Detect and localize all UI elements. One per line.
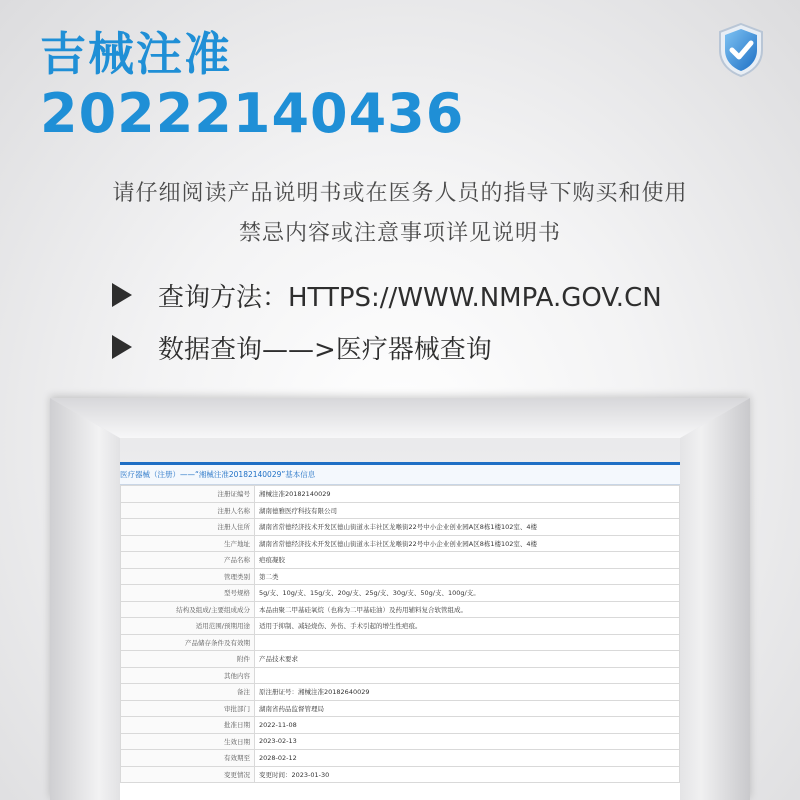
field-value: 2023-02-13 bbox=[255, 733, 680, 750]
field-value: 2022-11-08 bbox=[255, 717, 680, 734]
field-label: 产品储存条件及有效期 bbox=[121, 634, 255, 651]
field-label: 注册证编号 bbox=[121, 486, 255, 503]
field-value: 2028-02-12 bbox=[255, 750, 680, 767]
shield-check-icon bbox=[716, 22, 766, 78]
field-value: 适用于抑制、减轻烧伤、外伤、手术引起的增生性疤痕。 bbox=[255, 618, 680, 635]
registration-label: 吉械注准 bbox=[40, 27, 232, 81]
picture-frame-right bbox=[680, 398, 750, 800]
field-label: 生效日期 bbox=[121, 733, 255, 750]
picture-frame-left bbox=[50, 398, 120, 800]
field-value: 疤痕凝胶 bbox=[255, 552, 680, 569]
table-row bbox=[121, 733, 680, 750]
field-label: 注册人名称 bbox=[121, 502, 255, 519]
field-label: 产品名称 bbox=[121, 552, 255, 569]
query-method-line bbox=[112, 278, 662, 312]
table-row bbox=[121, 502, 680, 519]
field-value bbox=[255, 634, 680, 651]
table-row bbox=[121, 750, 680, 767]
table-row bbox=[121, 717, 680, 734]
field-value: 原注册证号：湘械注准20182640029 bbox=[255, 684, 680, 701]
table-row bbox=[121, 618, 680, 635]
query-path-text: 数据查询——>医疗器械查询 bbox=[158, 334, 492, 365]
field-value: 产品技术要求 bbox=[255, 651, 680, 668]
field-label: 注册人住所 bbox=[121, 519, 255, 536]
table-row bbox=[121, 634, 680, 651]
query-method-text: 查询方法：HTTPS://WWW.NMPA.GOV.CN bbox=[158, 282, 662, 313]
registration-number: 20222140436 bbox=[40, 82, 465, 145]
table-row bbox=[121, 651, 680, 668]
field-label: 有效期至 bbox=[121, 750, 255, 767]
field-value: 湖南德雅医疗科技有限公司 bbox=[255, 502, 680, 519]
field-label: 结构及组成/主要组成成分 bbox=[121, 601, 255, 618]
table-row bbox=[121, 684, 680, 701]
table-row bbox=[121, 552, 680, 569]
table-row bbox=[121, 585, 680, 602]
field-value: 变更时间：2023-01-30 bbox=[255, 766, 680, 783]
registration-info-table bbox=[120, 485, 680, 783]
table-row bbox=[121, 700, 680, 717]
field-label: 生产地址 bbox=[121, 535, 255, 552]
field-value: 第二类 bbox=[255, 568, 680, 585]
table-row bbox=[121, 766, 680, 783]
table-row bbox=[121, 535, 680, 552]
registration-record-document bbox=[120, 462, 680, 800]
query-path-line bbox=[112, 330, 492, 364]
field-label: 变更情况 bbox=[121, 766, 255, 783]
picture-frame-top bbox=[50, 398, 750, 438]
contraindication-notice: 禁忌内容或注意事项详见说明书 bbox=[238, 221, 561, 246]
table-row bbox=[121, 486, 680, 503]
field-label: 适用范围/预期用途 bbox=[121, 618, 255, 635]
field-label: 审批部门 bbox=[121, 700, 255, 717]
field-value: 5g/支、10g/支、15g/支、20g/支、25g/支、30g/支、50g/支、100g/支。 bbox=[255, 585, 680, 602]
play-triangle-icon bbox=[112, 283, 132, 307]
table-row bbox=[121, 519, 680, 536]
field-label: 批准日期 bbox=[121, 717, 255, 734]
field-value: 湘械注准20182140029 bbox=[255, 486, 680, 503]
field-value: 本品由聚二甲基硅氧烷（也称为二甲基硅油）及药用辅料复合软管组成。 bbox=[255, 601, 680, 618]
field-label: 型号规格 bbox=[121, 585, 255, 602]
table-row bbox=[121, 568, 680, 585]
field-label: 其他内容 bbox=[121, 667, 255, 684]
field-value: 湖南省常德经济技术开发区德山街道永丰社区龙喉街22号中小企业创业园A区8栋1楼102室、4楼 bbox=[255, 519, 680, 536]
usage-notice: 请仔细阅读产品说明书或在医务人员的指导下购买和使用 bbox=[112, 181, 688, 206]
table-row bbox=[121, 667, 680, 684]
table-row bbox=[121, 601, 680, 618]
field-value: 湖南省常德经济技术开发区德山街道永丰社区龙喉街22号中小企业创业园A区8栋1楼102室、4楼 bbox=[255, 535, 680, 552]
field-value: 湖南省药品监督管理局 bbox=[255, 700, 680, 717]
field-label: 附件 bbox=[121, 651, 255, 668]
field-value bbox=[255, 667, 680, 684]
field-label: 备注 bbox=[121, 684, 255, 701]
document-title: 医疗器械（注册）——“湘械注准20182140029”基本信息 bbox=[120, 465, 680, 485]
field-label: 管理类别 bbox=[121, 568, 255, 585]
play-triangle-icon bbox=[112, 335, 132, 359]
